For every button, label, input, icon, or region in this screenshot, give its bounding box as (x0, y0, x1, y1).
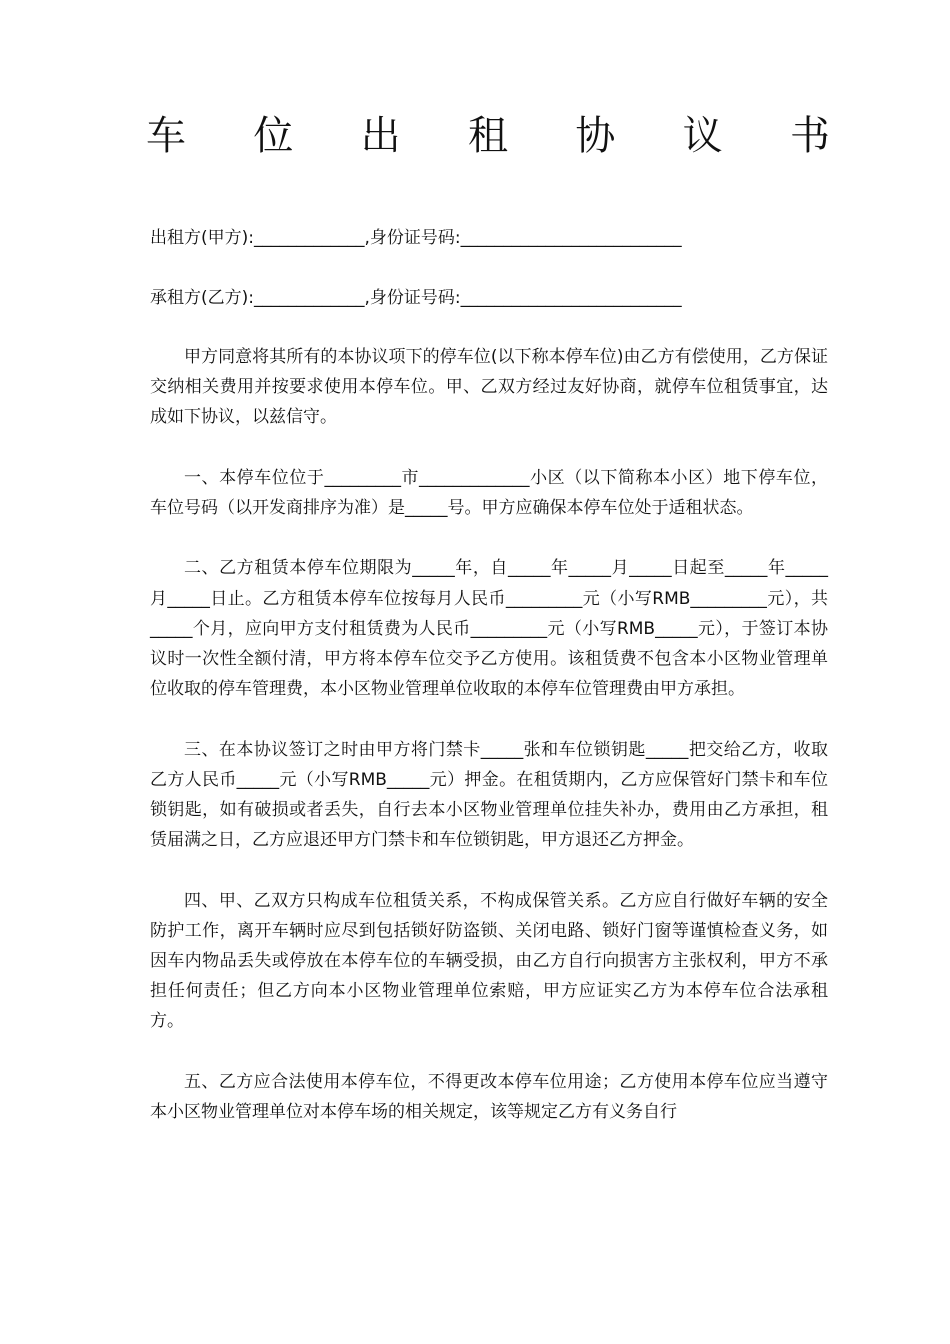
title-char: 书 (789, 113, 830, 159)
title-char: 议 (682, 113, 723, 159)
clause-3-paragraph: 三、在本协议签订之时由甲方将门禁卡_____张和车位锁钥匙_____把交给乙方，收取乙方人民币_____元（小写RMB_____元）押金。在租赁期内，乙方应保管好门禁卡和车位锁钥匙，如有破损或者丢失，自行去本小区物业管理单位挂失补办，费用由乙方承担，租赁届满之日，乙方应退还甲方门禁卡和车位锁钥匙，甲方退还乙方押金。 (150, 739, 828, 851)
clause-2-paragraph: 二、乙方租赁本停车位期限为_____年，自_____年_____月_____日起至_____年_____月_____日止。乙方租赁本停车位按每月人民币_________元（小写RMB_________元），共_____个月，应向甲方支付租赁费为人民币_________元（小写RMB_____元），于签订本协议时一次性全额付清，甲方将本停车位交予乙方使用。该租赁费不包含本小区物业管理单位收取的停车管理费，本小区物业管理单位收取的本停车位管理费由甲方承担。 (150, 558, 828, 700)
title-char: 车 (146, 113, 186, 159)
lessee-line: 承租方(乙方):_____________,身份证号码:__________________________ (150, 288, 682, 308)
clause-4-paragraph: 四、甲、乙双方只构成车位租赁关系，不构成保管关系。乙方应自行做好车辆的安全防护工作，离开车辆时应尽到包括锁好防盗锁、关闭电路、锁好门窗等谨慎检查义务，如因车内物品丢失或停放在本停车位的车辆受损，由乙方自行向损害方主张权利，甲方不承担任何责任；但乙方向本小区物业管理单位索赔，甲方应证实乙方为本停车位合法承租方。 (150, 890, 828, 1032)
title-char: 出 (360, 113, 401, 159)
document-title (146, 106, 830, 166)
intro-paragraph: 甲方同意将其所有的本协议项下的停车位(以下称本停车位)由乙方有偿使用，乙方保证交纳相关费用并按要求使用本停车位。甲、乙双方经过友好协商，就停车位租赁事宜，达成如下协议，以兹信守。 (150, 347, 828, 428)
clause-5-paragraph: 五、乙方应合法使用本停车位，不得更改本停车位用途；乙方使用本停车位应当遵守本小区物业管理单位对本停车场的相关规定，该等规定乙方有义务自行 (150, 1071, 828, 1122)
title-char: 位 (253, 113, 294, 159)
title-char: 协 (575, 113, 616, 159)
agreement-body (150, 342, 828, 1157)
title-char: 租 (467, 113, 508, 159)
clause-1-paragraph: 一、本停车位位于_________市_____________小区（以下简称本小区）地下停车位，车位号码（以开发商排序为准）是_____号。甲方应确保本停车位处于适租状态。 (150, 467, 828, 518)
lessor-line: 出租方(甲方):_____________,身份证号码:__________________________ (150, 228, 682, 248)
